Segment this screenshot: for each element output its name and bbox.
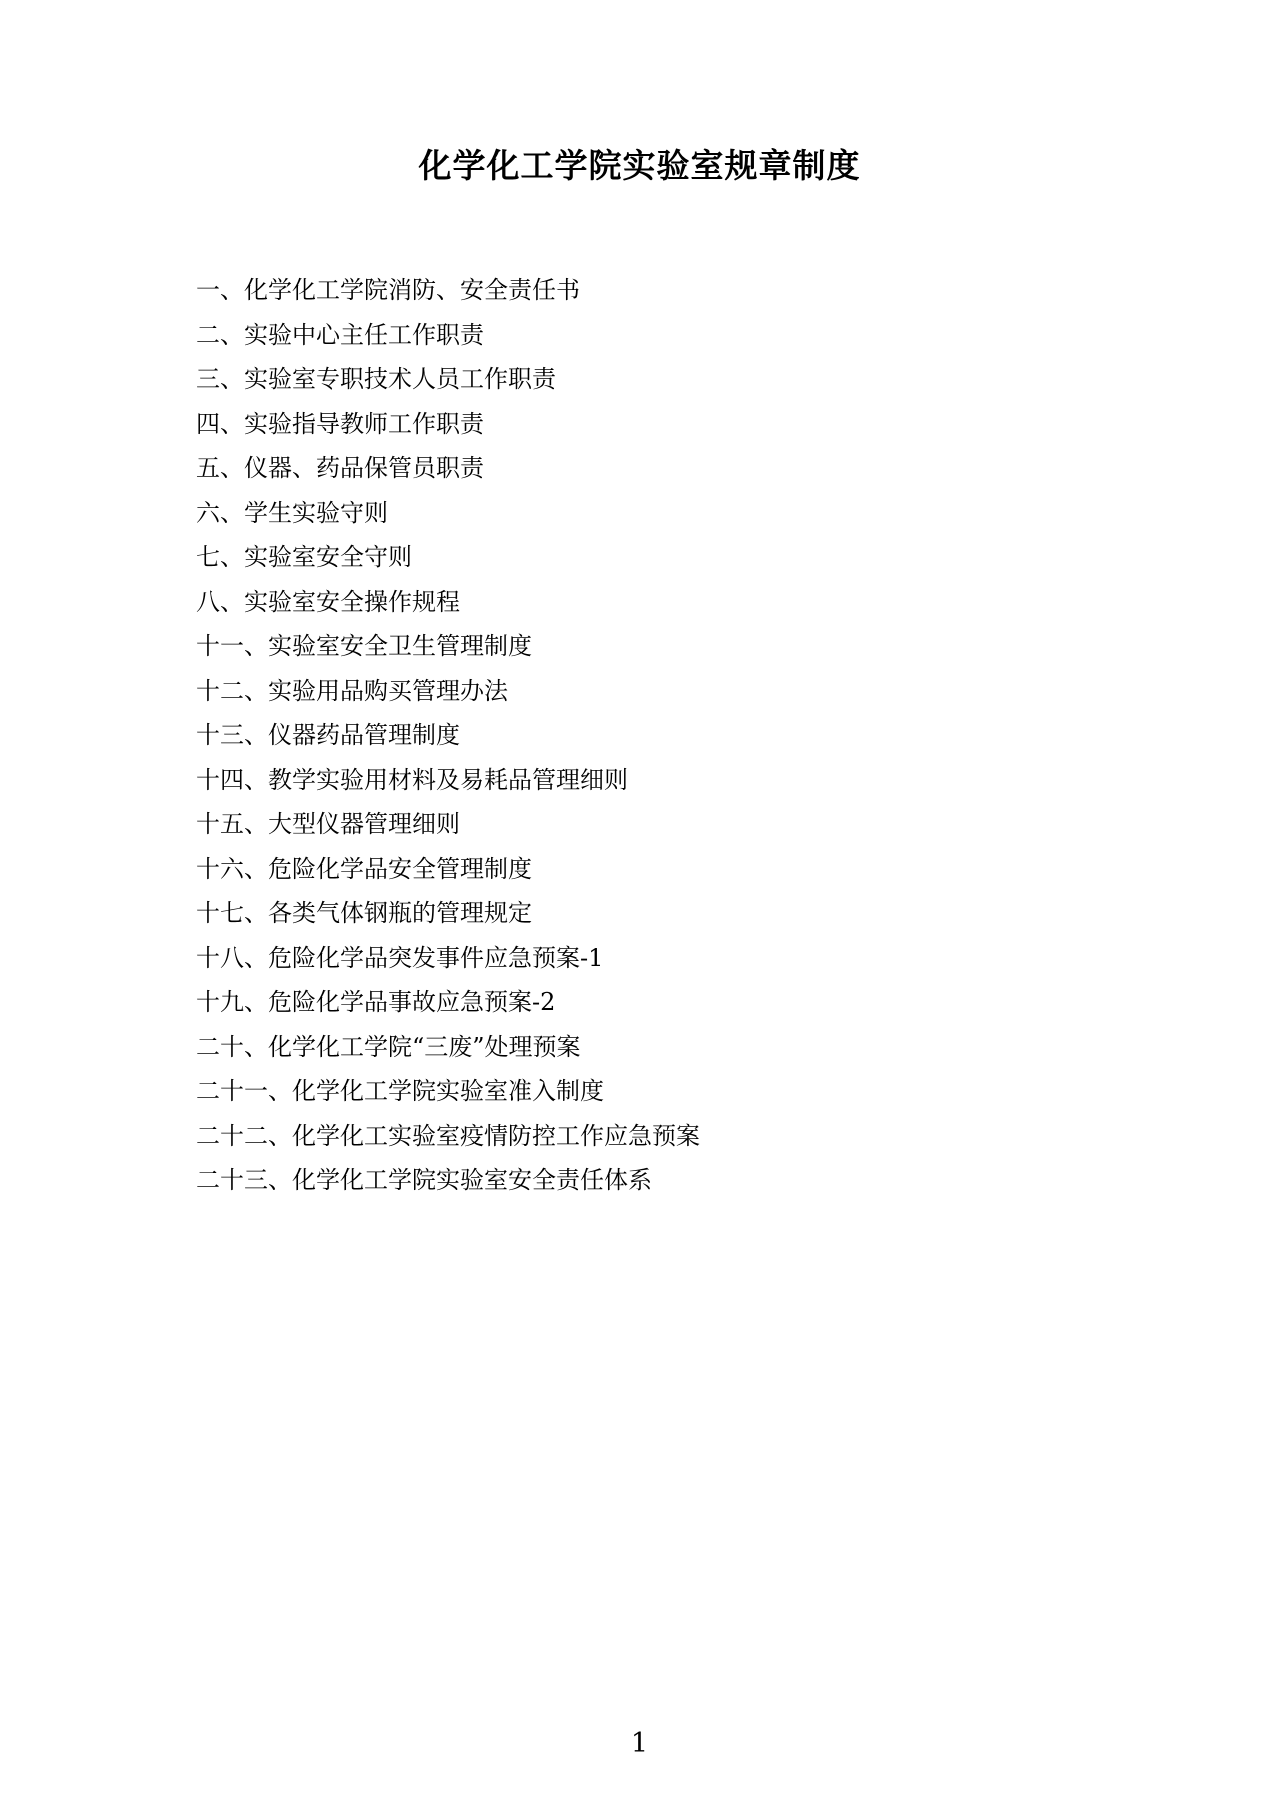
toc-entry: 十七、各类气体钢瓶的管理规定 [196,899,532,927]
toc-entry: 二、实验中心主任工作职责 [196,320,484,349]
toc-entry: 三、实验室专职技术人员工作职责 [196,365,556,393]
toc-entry: 二十三、化学化工学院实验室安全责任体系 [196,1166,652,1194]
table-of-contents [196,278,1096,1213]
toc-entry: 七、实验室安全守则 [196,543,412,571]
page-title: 化学化工学院实验室规章制度 [418,146,861,185]
toc-entry: 十三、仪器药品管理制度 [196,721,460,749]
toc-entry: 八、实验室安全操作规程 [196,587,460,616]
page-number: 1 [630,1728,649,1759]
toc-entry: 四、实验指导教师工作职责 [196,409,484,438]
toc-entry: 五、仪器、药品保管员职责 [196,454,484,482]
toc-entry: 十四、教学实验用材料及易耗品管理细则 [196,765,628,794]
toc-entry: 六、学生实验守则 [196,498,388,527]
toc-entry: 一、化学化工学院消防、安全责任书 [196,276,580,304]
toc-entry: 十五、大型仪器管理细则 [196,810,460,838]
toc-entry: 二十二、化学化工实验室疫情防控工作应急预案 [196,1121,700,1150]
toc-entry: 十六、危险化学品安全管理制度 [196,854,532,883]
toc-entry: 十九、危险化学品事故应急预案-2 [196,988,556,1016]
toc-entry: 二十、化学化工学院“三废”处理预案 [196,1032,581,1061]
toc-entry: 十八、危险化学品突发事件应急预案-1 [196,943,604,972]
toc-entry: 十一、实验室安全卫生管理制度 [196,632,532,660]
toc-entry: 二十一、化学化工学院实验室准入制度 [196,1077,604,1105]
toc-entry: 十二、实验用品购买管理办法 [196,676,508,705]
